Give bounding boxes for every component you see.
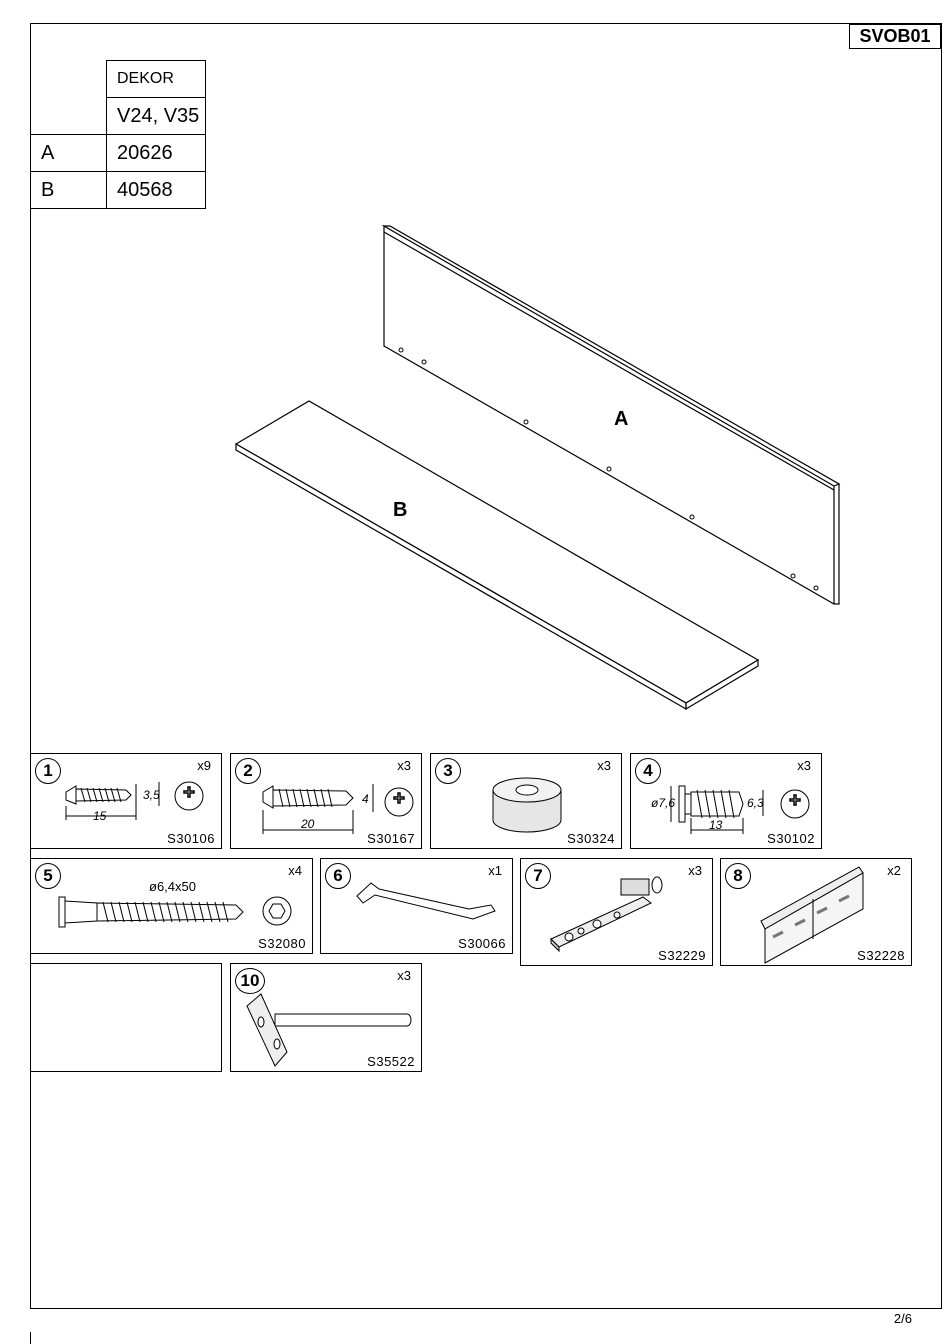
dimension-length: 15 <box>93 809 107 823</box>
item-sku: S30066 <box>458 936 506 951</box>
dimension-length: 13 <box>709 818 723 832</box>
item-number: 1 <box>35 758 61 784</box>
hardware-box-1 <box>30 753 222 849</box>
dimension-size: ø6,4x50 <box>149 879 196 894</box>
part-number: 40568 <box>107 172 206 209</box>
hardware-box-10 <box>230 963 422 1072</box>
panel-b-label: B <box>393 499 408 521</box>
item-number: 4 <box>635 758 661 784</box>
item-number: 7 <box>525 863 551 889</box>
page-number: 2/6 <box>893 1311 912 1326</box>
item-quantity: x4 <box>288 863 302 878</box>
dimension-length: 20 <box>301 817 315 831</box>
item-sku: S35522 <box>367 1054 415 1069</box>
item-number: 3 <box>435 758 461 784</box>
item-quantity: x3 <box>597 758 611 773</box>
hardware-box-5 <box>30 858 313 954</box>
dimension-diameter: 4 <box>362 792 369 806</box>
item-number: 5 <box>35 863 61 889</box>
item-sku: S30106 <box>167 831 215 846</box>
hardware-box-6 <box>320 858 513 954</box>
item-quantity: x3 <box>688 863 702 878</box>
decor-values: V24, V35 <box>107 98 206 135</box>
item-sku: S32228 <box>857 948 905 963</box>
product-code: SVOB01 <box>849 24 941 49</box>
part-letter: B <box>31 172 107 209</box>
item-sku: S30167 <box>367 831 415 846</box>
hardware-box-2 <box>230 753 422 849</box>
dimension-thread: 6,3 <box>747 796 764 810</box>
item-quantity: x3 <box>397 758 411 773</box>
hardware-box-3 <box>430 753 622 849</box>
empty-box <box>30 963 222 1072</box>
decor-header: DEKOR <box>107 61 206 98</box>
item-number: 8 <box>725 863 751 889</box>
dimension-diameter: ø7,6 <box>651 796 676 810</box>
hardware-box-8 <box>720 858 912 966</box>
dimension-diameter: 3,5 <box>143 788 160 802</box>
item-quantity: x2 <box>887 863 901 878</box>
item-number: 6 <box>325 863 351 889</box>
item-sku: S30102 <box>767 831 815 846</box>
item-number: 10 <box>235 968 265 994</box>
item-sku: S32229 <box>658 948 706 963</box>
item-quantity: x9 <box>197 758 211 773</box>
item-quantity: x3 <box>797 758 811 773</box>
item-quantity: x3 <box>397 968 411 983</box>
item-sku: S32080 <box>258 936 306 951</box>
item-number: 2 <box>235 758 261 784</box>
part-number: 20626 <box>107 135 206 172</box>
margin-mark <box>30 1332 31 1344</box>
panel-a-label: A <box>614 408 629 430</box>
hardware-box-7 <box>520 858 713 966</box>
part-letter: A <box>31 135 107 172</box>
item-sku: S30324 <box>567 831 615 846</box>
item-quantity: x1 <box>488 863 502 878</box>
hardware-box-4 <box>630 753 822 849</box>
